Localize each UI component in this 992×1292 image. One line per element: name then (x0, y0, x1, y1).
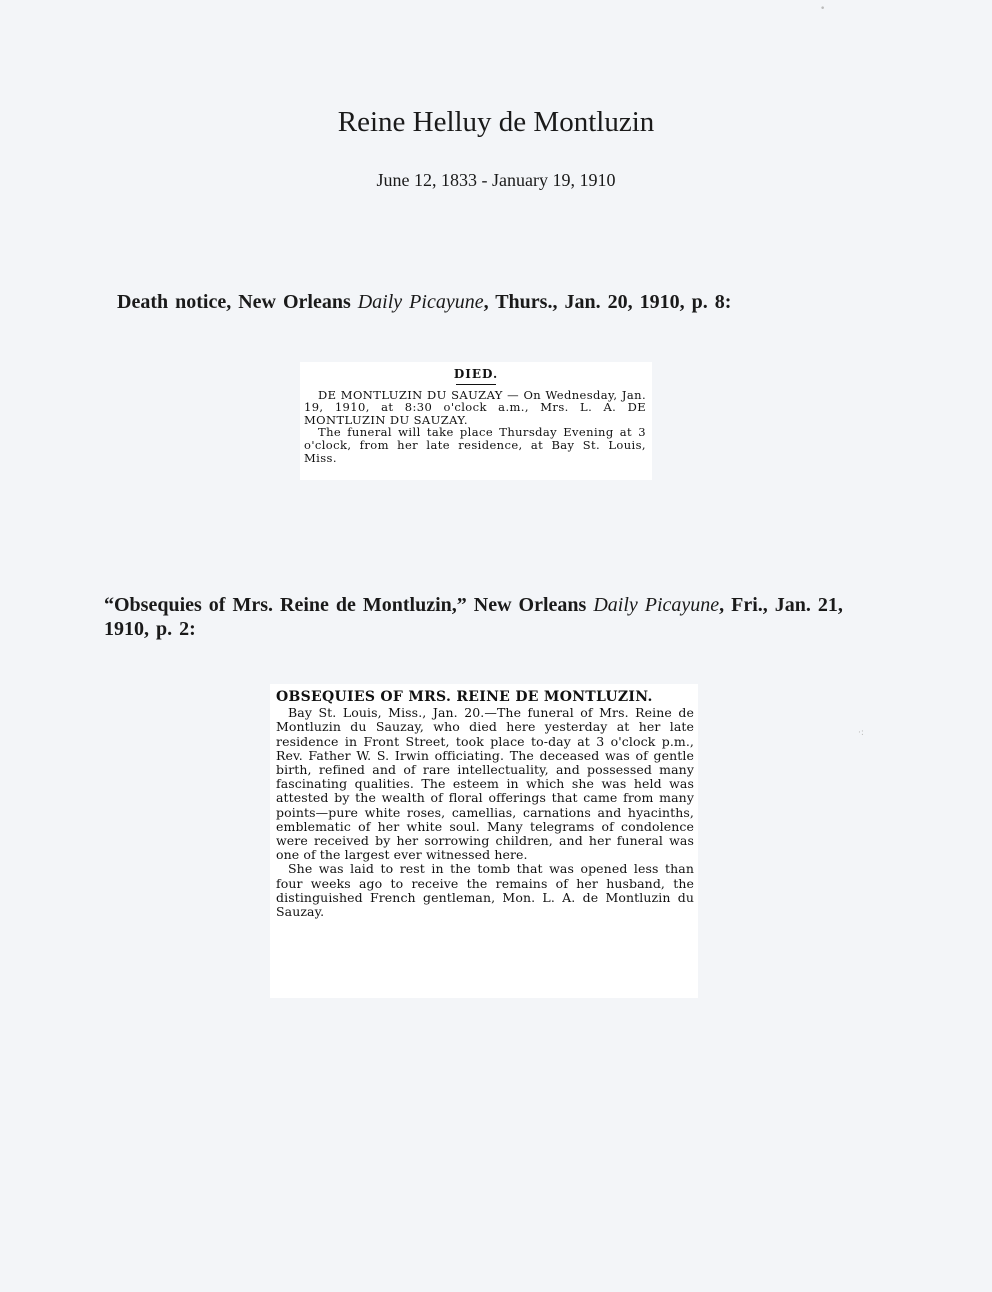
scan-speck-icon: • (820, 4, 826, 14)
scan-speck-icon: ·: (858, 728, 864, 738)
heading-text: “Obsequies of Mrs. Reine de Montluzin,” New Orleans (104, 594, 594, 616)
newspaper-name: Daily Picayune (357, 291, 484, 313)
page-title: Reine Helluy de Montluzin (337, 106, 655, 138)
heading-text: Death notice, New Orleans (117, 291, 358, 313)
obsequies-heading (104, 593, 884, 641)
clipping-paragraph: The funeral will take place Thursday Evening at 3 o'clock, from her late residence, at Bay St. Louis, Miss. (304, 425, 646, 465)
clipping-heading: OBSEQUIES OF MRS. REINE DE MONTLUZIN. (276, 689, 653, 705)
clipping-heading: DIED. (453, 367, 499, 381)
obsequies-clipping (270, 684, 698, 998)
heading-citation: , Fri., Jan. 21, 1910, p. 2: (104, 594, 843, 640)
death-notice-heading (117, 290, 917, 314)
clipping-rule (456, 384, 496, 385)
heading-citation: , Thurs., Jan. 20, 1910, p. 8: (483, 291, 732, 313)
clipping-paragraph: She was laid to rest in the tomb that was opened less than four weeks ago to receive the remains of her husband, the distinguished French gentleman, Mon. L. A. de Montluzin du Sauzay. (276, 861, 694, 920)
death-notice-clipping (300, 362, 652, 480)
life-dates: June 12, 1833 - January 19, 1910 (376, 170, 616, 190)
newspaper-name: Daily Picayune (593, 594, 720, 616)
clipping-paragraph: Bay St. Louis, Miss., Jan. 20.—The funeral of Mrs. Reine de Montluzin du Sauzay, who died here yesterday at her late residence in Front Street, took place to-day at 3 o'clock p.m., Rev. Father W. S. Irwin officiating. The deceased was of gentle birth, refined and of rare intellectuality, and possessed many fascinating qualities. The esteem in which she was held was attested by the wealth of floral offerings that came from many points—pure white roses, camellias, carnations and hyacinths, emblematic of her white soul. Many telegrams of condolence were received by her sorrowing children, and her funeral was one of the largest ever witnessed here. (276, 705, 694, 863)
clipping-paragraph: DE MONTLUZIN DU SAUZAY — On Wednesday, Jan. 19, 1910, at 8:30 o'clock a.m., Mrs. L. A. DE MONTLUZIN DU SAUZAY. (304, 387, 646, 427)
